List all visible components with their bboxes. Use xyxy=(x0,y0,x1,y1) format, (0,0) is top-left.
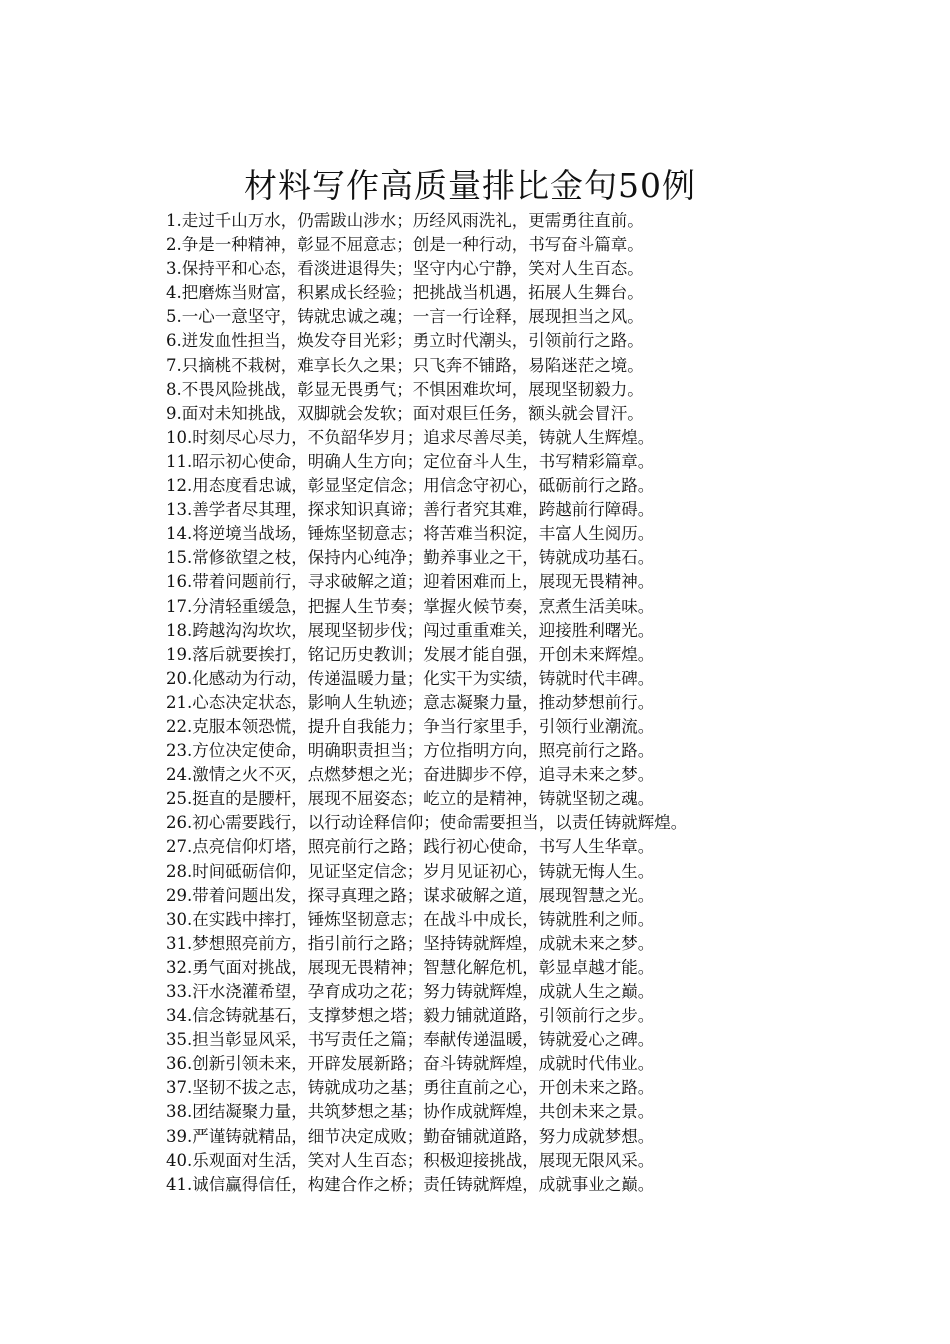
list-item: 30.在实践中摔打，锤炼坚韧意志；在战斗中成长，铸就胜利之师。 xyxy=(166,909,655,929)
list-item: 27.点亮信仰灯塔，照亮前行之路；践行初心使命，书写人生华章。 xyxy=(166,837,655,857)
list-item: 35.担当彰显风采，书写责任之篇；奉献传递温暖，铸就爱心之碑。 xyxy=(166,1030,655,1050)
list-item: 36.创新引领未来，开辟发展新路；奋斗铸就辉煌，成就时代伟业。 xyxy=(166,1054,655,1074)
list-item: 9.面对未知挑战，双脚就会发软；面对艰巨任务，额头就会冒汗。 xyxy=(166,403,644,423)
list-item: 33.汗水浇灌希望，孕育成功之花；努力铸就辉煌，成就人生之巅。 xyxy=(166,982,655,1001)
list-item: 29.带着问题出发，探寻真理之路；谋求破解之道，展现智慧之光。 xyxy=(166,885,655,905)
list-item: 14.将逆境当战场，锤炼坚韧意志；将苦难当积淀，丰富人生阅历。 xyxy=(166,524,655,544)
list-item: 24.激情之火不灭，点燃梦想之光；奋进脚步不停，追寻未来之梦。 xyxy=(166,765,655,785)
list-item: 26.初心需要践行，以行动诠释信仰；使命需要担当，以责任铸就辉煌。 xyxy=(166,813,688,833)
list-item: 8.不畏风险挑战，彰显无畏勇气；不惧困难坎坷，展现坚韧毅力。 xyxy=(166,379,644,399)
list-item: 32.勇气面对挑战，展现无畏精神；智慧化解危机，彰显卓越才能。 xyxy=(166,957,655,977)
list-item: 2.争是一种精神，彰显不屈意志；创是一种行动，书写奋斗篇章。 xyxy=(166,235,644,255)
list-item: 21.心态决定状态，影响人生轨迹；意志凝聚力量，推动梦想前行。 xyxy=(166,692,655,712)
list-item: 41.诚信赢得信任，构建合作之桥；责任铸就辉煌，成就事业之巅。 xyxy=(166,1174,655,1194)
list-item: 1.走过千山万水，仍需跋山涉水；历经风雨洗礼，更需勇往直前。 xyxy=(166,211,644,230)
list-item: 40.乐观面对生活，笑对人生百态；积极迎接挑战，展现无限风采。 xyxy=(166,1150,655,1170)
list-item: 20.化感动为行动，传递温暖力量；化实干为实绩，铸就时代丰碑。 xyxy=(166,668,655,688)
list-item: 16.带着问题前行，寻求破解之道；迎着困难而上，展现无畏精神。 xyxy=(166,572,655,592)
list-item: 12.用态度看忠诚，彰显坚定信念；用信念守初心，砥砺前行之路。 xyxy=(166,476,655,496)
sentence-list xyxy=(166,209,806,1197)
list-item: 10.时刻尽心尽力，不负韶华岁月；追求尽善尽美，铸就人生辉煌。 xyxy=(166,427,655,447)
list-item: 22.克服本领恐慌，提升自我能力；争当行家里手，引领行业潮流。 xyxy=(166,716,655,736)
list-item: 3.保持平和心态，看淡进退得失；坚守内心宁静，笑对人生百态。 xyxy=(166,259,644,279)
list-item: 17.分清轻重缓急，把握人生节奏；掌握火候节奏，烹煮生活美味。 xyxy=(166,596,655,616)
list-item: 11.昭示初心使命，明确人生方向；定位奋斗人生，书写精彩篇章。 xyxy=(166,451,655,471)
list-item: 6.迸发血性担当，焕发夺目光彩；勇立时代潮头，引领前行之路。 xyxy=(166,331,644,351)
document-title: 材料写作高质量排比金句50例 xyxy=(244,166,696,205)
list-item: 15.常修欲望之枝，保持内心纯净；勤养事业之干，铸就成功基石。 xyxy=(166,548,655,568)
list-item: 18.跨越沟沟坎坎，展现坚韧步伐；闯过重重难关，迎接胜利曙光。 xyxy=(166,620,655,640)
list-item: 37.坚韧不拔之志，铸就成功之基；勇往直前之心，开创未来之路。 xyxy=(166,1078,655,1098)
list-item: 34.信念铸就基石，支撑梦想之塔；毅力铺就道路，引领前行之步。 xyxy=(166,1006,655,1026)
list-item: 28.时间砥砺信仰，见证坚定信念；岁月见证初心，铸就无悔人生。 xyxy=(166,861,655,881)
list-item: 38.团结凝聚力量，共筑梦想之基；协作成就辉煌，共创未来之景。 xyxy=(166,1102,655,1122)
list-item: 25.挺直的是腰杆，展现不屈姿态；屹立的是精神，铸就坚韧之魂。 xyxy=(166,789,655,809)
list-item: 39.严谨铸就精品，细节决定成败；勤奋铺就道路，努力成就梦想。 xyxy=(166,1126,655,1146)
list-item: 19.落后就要挨打，铭记历史教训；发展才能自强，开创未来辉煌。 xyxy=(166,644,655,664)
list-item: 7.只摘桃不栽树，难享长久之果；只飞奔不铺路，易陷迷茫之境。 xyxy=(166,355,644,375)
list-item: 13.善学者尽其理，探求知识真谛；善行者究其难，跨越前行障碍。 xyxy=(166,500,655,520)
list-item: 5.一心一意坚守，铸就忠诚之魂；一言一行诠释，展现担当之风。 xyxy=(166,307,644,327)
list-item: 4.把磨炼当财富，积累成长经验；把挑战当机遇，拓展人生舞台。 xyxy=(166,283,644,303)
list-item: 31.梦想照亮前方，指引前行之路；坚持铸就辉煌，成就未来之梦。 xyxy=(166,933,655,953)
list-item: 23.方位决定使命，明确职责担当；方位指明方向，照亮前行之路。 xyxy=(166,741,655,761)
